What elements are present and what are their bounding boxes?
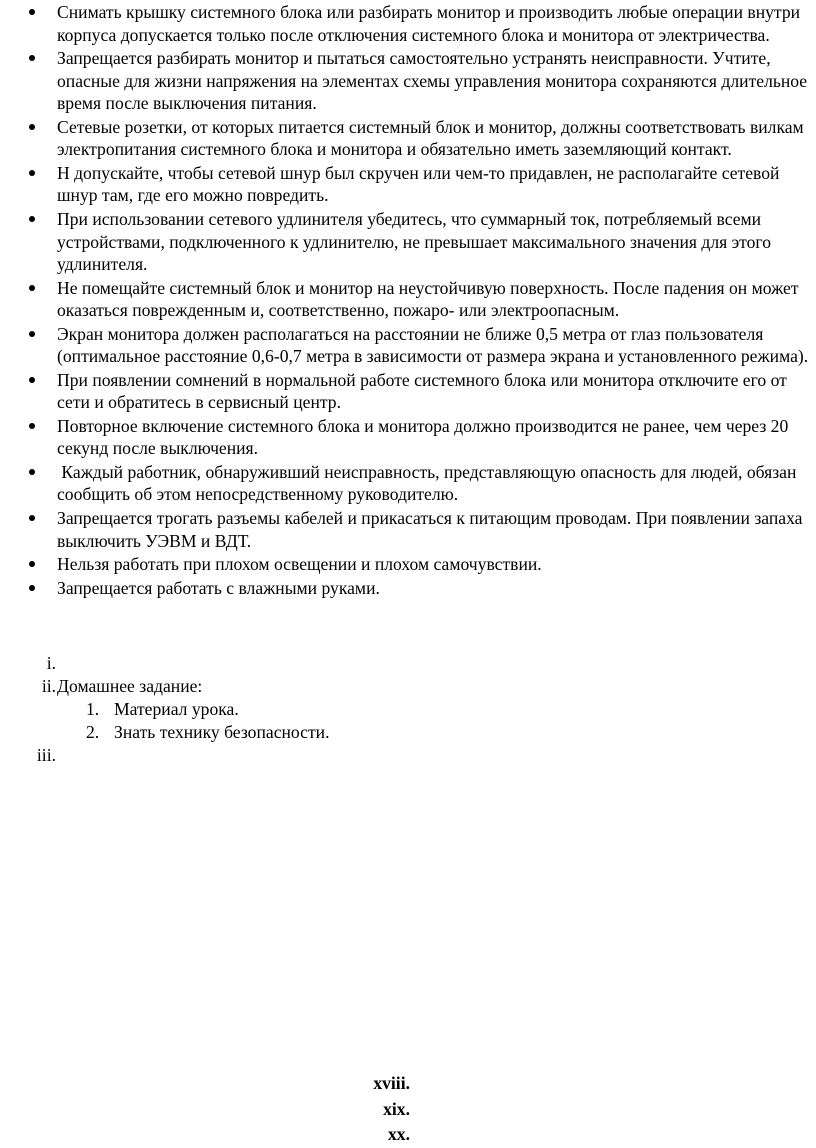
list-item <box>0 369 816 414</box>
safety-rules-list <box>0 1 816 600</box>
homework-heading: Домашнее задание: <box>57 676 203 696</box>
homework-text: Материал урока. <box>114 699 239 719</box>
list-item-text: Экран монитора должен располагаться на расстоянии не ближе 0,5 метра от глаз пользователя (оптимальное расстояние 0,6-0,7 метра в зависимости от размера экрана и установленного режима). <box>57 323 809 367</box>
footer-numeral: xx. <box>388 1124 410 1144</box>
list-item-text: Сетевые розетки, от которых питается системный блок и монитор, должны соответствовать вилкам электропитания системного блока и монитора и обязательно иметь заземляющий контакт. <box>57 116 804 160</box>
list-item-text: Запрещается разбирать монитор и пытаться самостоятельно устранять неисправности. Учтите, опасные для жизни напряжения на элементах схемы управления монитора сохраняются длительное время после выключения питания. <box>57 48 808 114</box>
list-item <box>0 162 816 207</box>
list-item-text: Н допускайте, чтобы сетевой шнур был скручен или чем-то придавлен, не располагайте сетевой шнур там, где его можно повредить. <box>57 162 780 206</box>
roman-marker: i. <box>46 653 56 673</box>
homework-number: 1. <box>86 699 100 719</box>
list-item-text: При использовании сетевого удлинителя убедитесь, что суммарный ток, потребляемый всеми устройствами, подключенного к удлинителю, не превышает максимального значения для этого удлинителя. <box>57 208 771 275</box>
list-item-text: Не помещайте системный блок и монитор на неустойчивую поверхность. После падения он может оказаться поврежденным и, соответственно, пожаро- или электроопасным. <box>57 277 799 321</box>
list-item <box>0 323 816 368</box>
list-item <box>0 553 816 576</box>
list-item <box>0 116 816 161</box>
list-item <box>0 1 816 46</box>
list-item-text: Повторное включение системного блока и монитора должно производится не ранее, чем через 20 секунд после выключения. <box>57 415 789 459</box>
list-item-text: Запрещается трогать разъемы кабелей и прикасаться к питающим проводам. При появлении запаха выключить УЭВМ и ВДТ. <box>57 507 803 551</box>
list-item-text: Снимать крышку системного блока или разбирать монитор и производить любые операции внутри корпуса допускается только после отключения системного блока и монитора от электричества. <box>57 2 801 45</box>
list-item <box>0 577 816 600</box>
roman-marker: iii. <box>36 745 56 765</box>
list-item-text: Нельзя работать при плохом освещении и плохом самочувствии. <box>57 554 542 575</box>
list-item-text: Каждый работник, обнаруживший неисправность, представляющую опасность для людей, обязан сообщить об этом непосредственному руководителю. <box>57 461 801 505</box>
list-item-text: Запрещается работать с влажными руками. <box>57 577 380 598</box>
list-item <box>0 47 816 115</box>
homework-text: Знать технику безопасности. <box>114 722 330 742</box>
list-item <box>0 415 816 460</box>
list-item <box>0 507 816 552</box>
homework-number: 2. <box>86 722 100 742</box>
list-item <box>0 461 816 506</box>
list-item <box>0 208 816 276</box>
roman-marker: ii. <box>41 676 56 696</box>
footer-numeral: xviii. <box>373 1073 410 1093</box>
footer-numeral: xix. <box>383 1099 410 1119</box>
list-item-text: При появлении сомнений в нормальной работе системного блока или монитора отключите его от сети и обратитесь в сервисный центр. <box>57 369 787 413</box>
list-item <box>0 277 816 322</box>
